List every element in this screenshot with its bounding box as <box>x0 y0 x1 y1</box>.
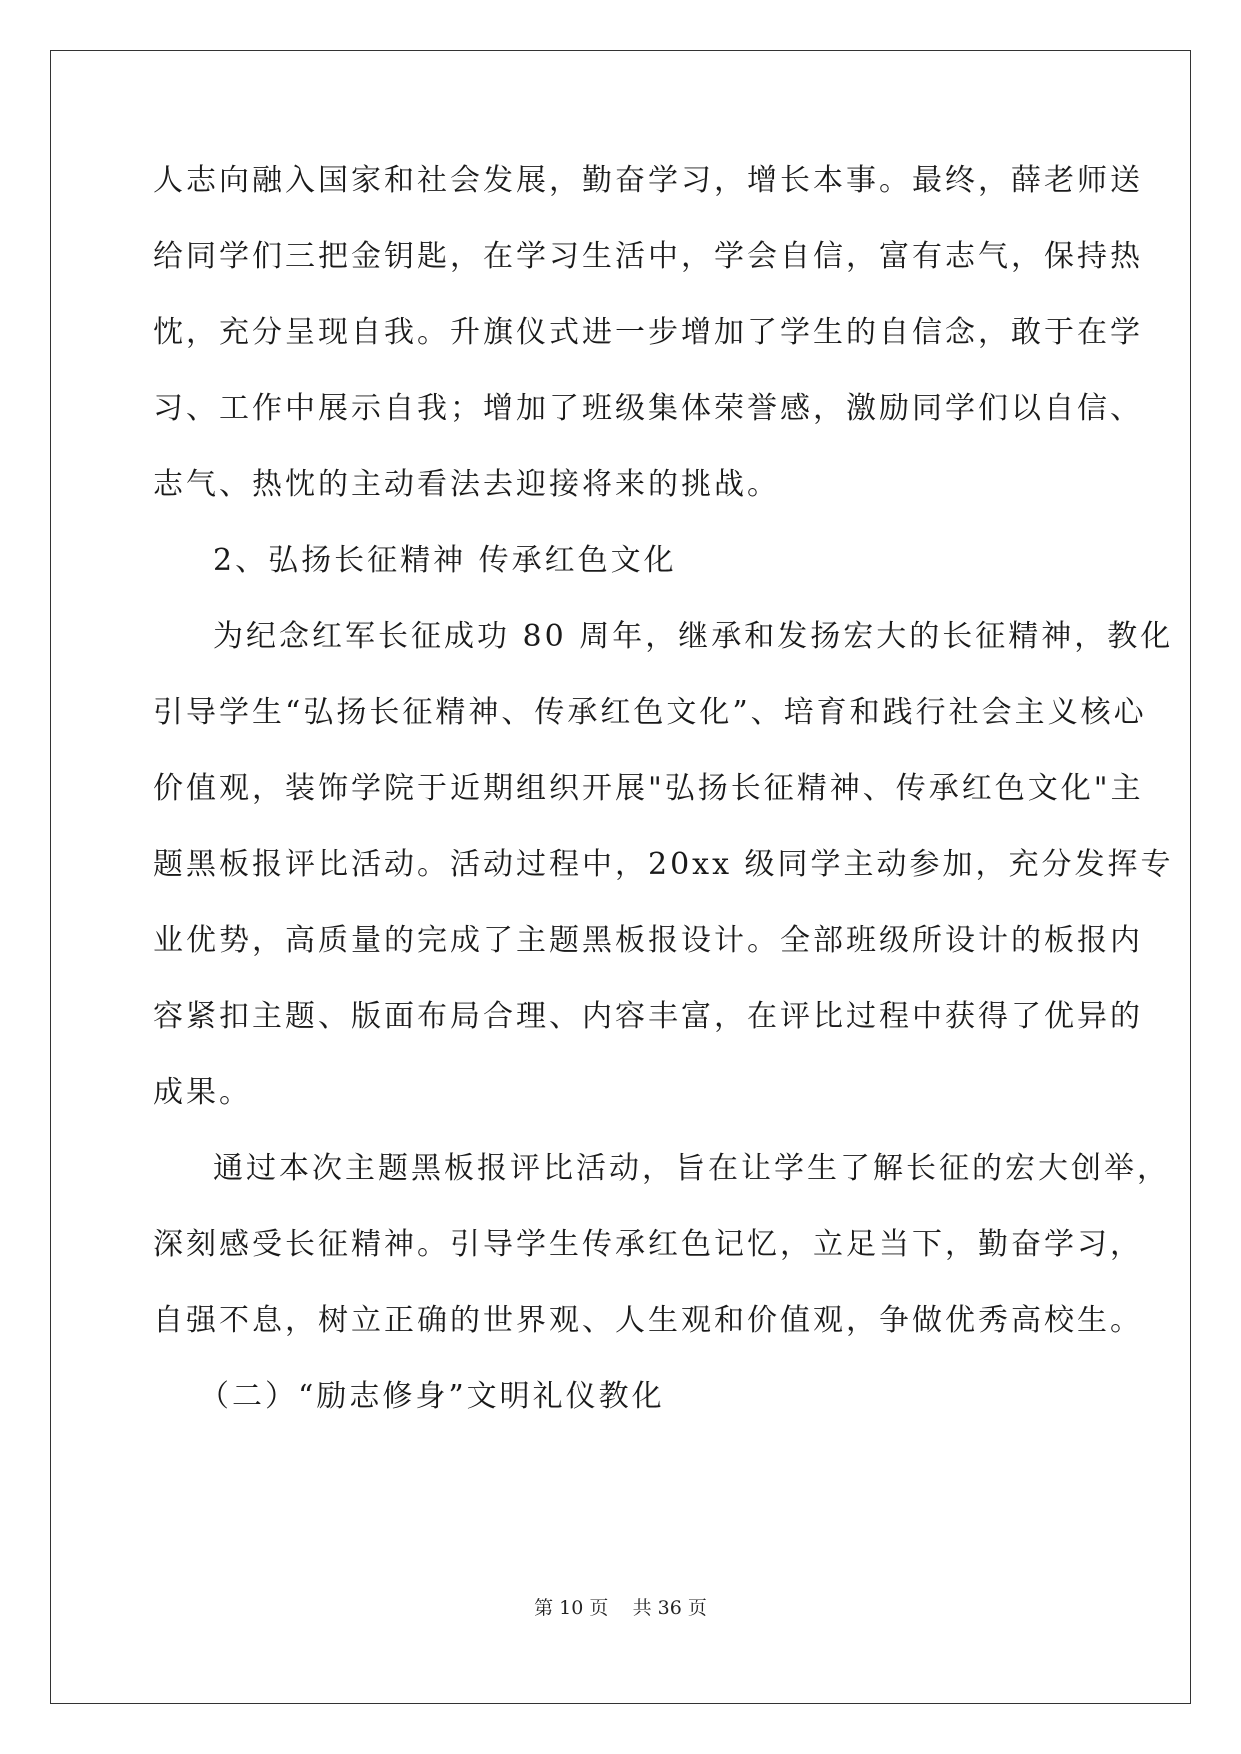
text-line: 深刻感受长征精神。引导学生传承红色记忆，立足当下，勤奋学习， <box>153 1227 1143 1262</box>
text-line: 为纪念红军长征成功 80 周年，继承和发扬宏大的长征精神，教化 <box>213 619 1174 654</box>
text-line: 习、工作中展示自我；增加了班级集体荣誉感，激励同学们以自信、 <box>153 391 1143 426</box>
text-line: 题黑板报评比活动。活动过程中，20xx 级同学主动参加，充分发挥专 <box>153 847 1174 882</box>
page-footer <box>0 1596 1241 1620</box>
text-line: 忱，充分呈现自我。升旗仪式进一步增加了学生的自信念，敢于在学 <box>153 315 1143 350</box>
text-line: 志气、热忱的主动看法去迎接将来的挑战。 <box>153 467 780 502</box>
page-number: 第 10 页 <box>534 1597 609 1619</box>
text-line: 给同学们三把金钥匙，在学习生活中，学会自信，富有志气，保持热 <box>153 239 1143 274</box>
text-line: 通过本次主题黑板报评比活动，旨在让学生了解长征的宏大创举， <box>213 1151 1170 1186</box>
section-heading: （二）“励志修身”文明礼仪教化 <box>199 1379 665 1414</box>
text-line: 成果。 <box>153 1075 252 1110</box>
text-line: 容紧扣主题、版面布局合理、内容丰富，在评比过程中获得了优异的 <box>153 999 1143 1034</box>
page-total: 共 36 页 <box>632 1597 707 1619</box>
text-line: 人志向融入国家和社会发展，勤奋学习，增长本事。最终，薛老师送 <box>153 163 1143 198</box>
text-line: 自强不息，树立正确的世界观、人生观和价值观，争做优秀高校生。 <box>153 1303 1143 1338</box>
text-line: 引导学生“弘扬长征精神、传承红色文化”、培育和践行社会主义核心 <box>153 695 1147 730</box>
text-line: 业优势，高质量的完成了主题黑板报设计。全部班级所设计的板报内 <box>153 923 1143 958</box>
text-line: 价值观，装饰学院于近期组织开展"弘扬长征精神、传承红色文化"主 <box>153 771 1144 806</box>
section-heading: 2、弘扬长征精神 传承红色文化 <box>213 543 677 578</box>
